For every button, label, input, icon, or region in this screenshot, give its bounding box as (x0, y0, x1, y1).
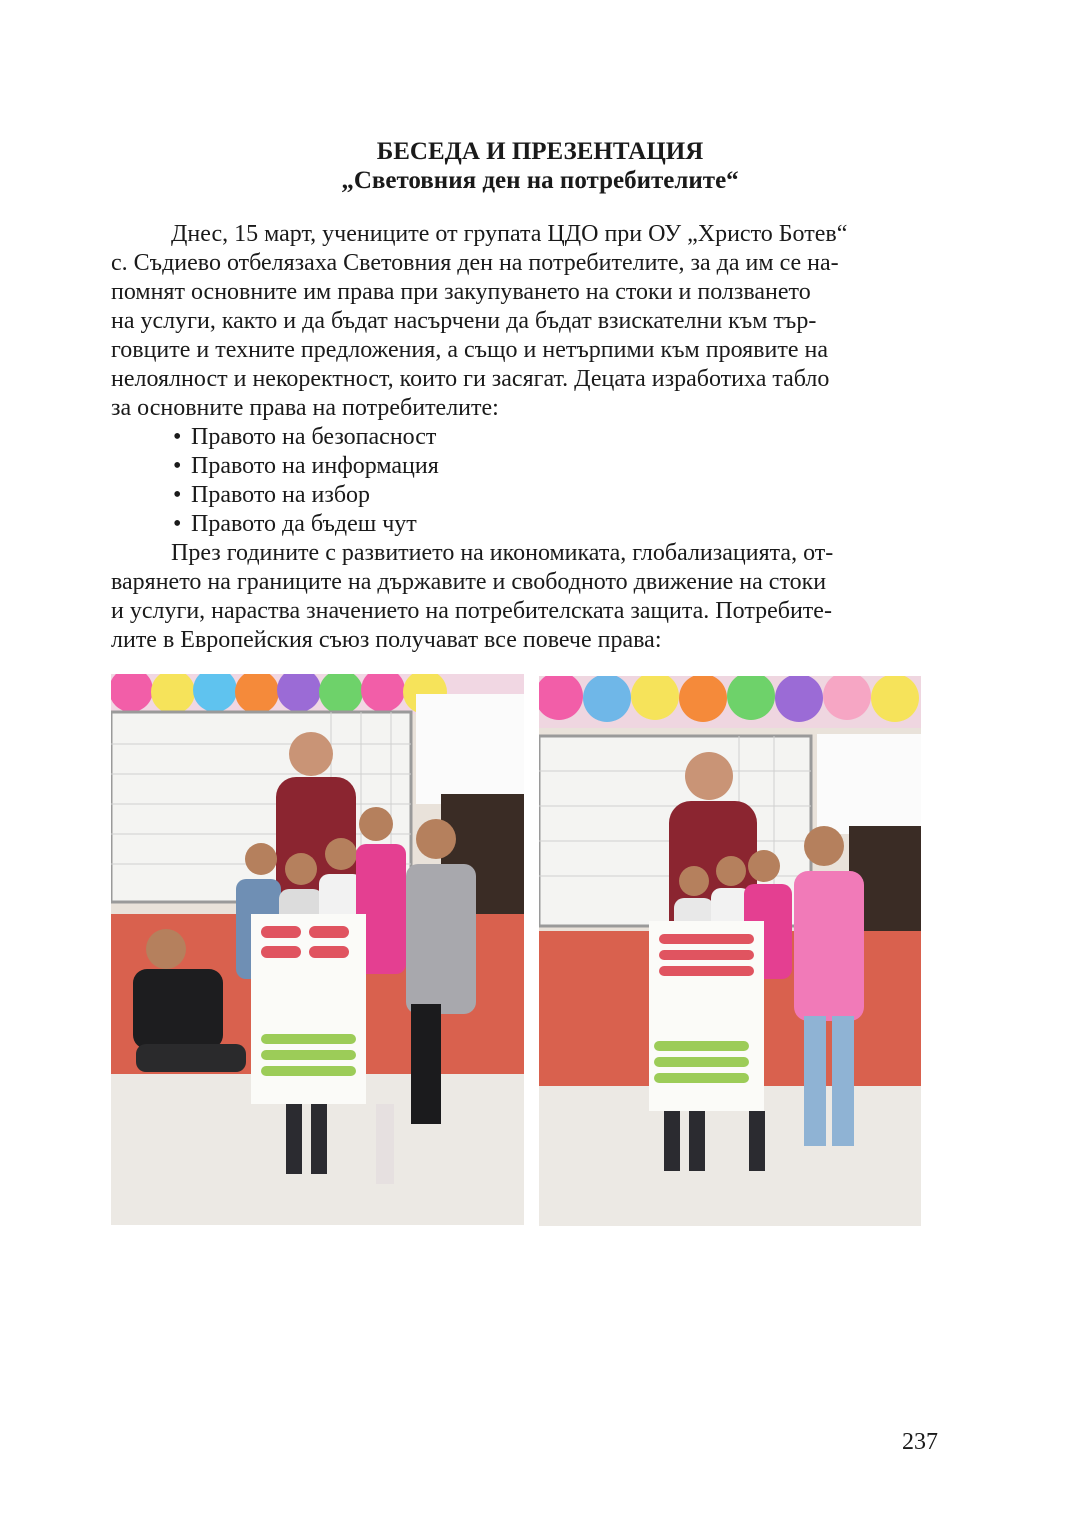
paragraph-1-line: на услуги, както и да бъдат насърчени да бъдат взискателни към тър- (111, 308, 817, 334)
paragraph-2-line: варянето на границите на държавите и свободното движение на стоки (111, 569, 827, 595)
paragraph-1-line: помнят основните им права при закупуването на стоки и ползването (111, 279, 811, 305)
list-item: • Правото да бъдеш чут (173, 511, 417, 537)
paragraph-1-line: нелоялност и некоректност, които ги засягат. Децата изработиха табло (111, 366, 830, 392)
list-item: • Правото на информация (173, 453, 439, 479)
list-item: • Правото на безопасност (173, 424, 437, 450)
bullet: • (173, 453, 182, 479)
classroom-photo-left (111, 674, 524, 1225)
page-number: 237 (902, 1429, 938, 1455)
paragraph-2-line: лите в Европейския съюз получават все повече права: (111, 627, 662, 653)
paragraph-1-line: говците и техните предложения, а също и нетърпими към проявите на (111, 337, 828, 363)
paragraph-1-line: за основните права на потребителите: (111, 395, 499, 421)
bullet: • (173, 482, 182, 508)
list-item: • Правото на избор (173, 482, 371, 508)
title-line-1: БЕСЕДА И ПРЕЗЕНТАЦИЯ (376, 138, 704, 165)
bullet: • (173, 511, 182, 537)
paragraph-2-line: През годините с развитието на икономиката, глобализацията, от- (171, 540, 834, 566)
bullet: • (173, 424, 182, 450)
paragraph-2-line: и услуги, нараства значението на потребителската защита. Потребите- (111, 598, 832, 624)
paragraph-1-line: с. Съдиево отбелязаха Световния ден на потребителите, за да им се на- (111, 250, 839, 276)
article-body (111, 220, 938, 655)
document-title (0, 137, 1080, 195)
title-line-2: „Световния ден на потребителите“ (341, 167, 739, 194)
paragraph-1-line: Днес, 15 март, учениците от групата ЦДО при ОУ „Христо Ботев“ (171, 221, 848, 247)
classroom-photo-right (539, 676, 921, 1226)
consumer-rights-list (111, 423, 938, 539)
